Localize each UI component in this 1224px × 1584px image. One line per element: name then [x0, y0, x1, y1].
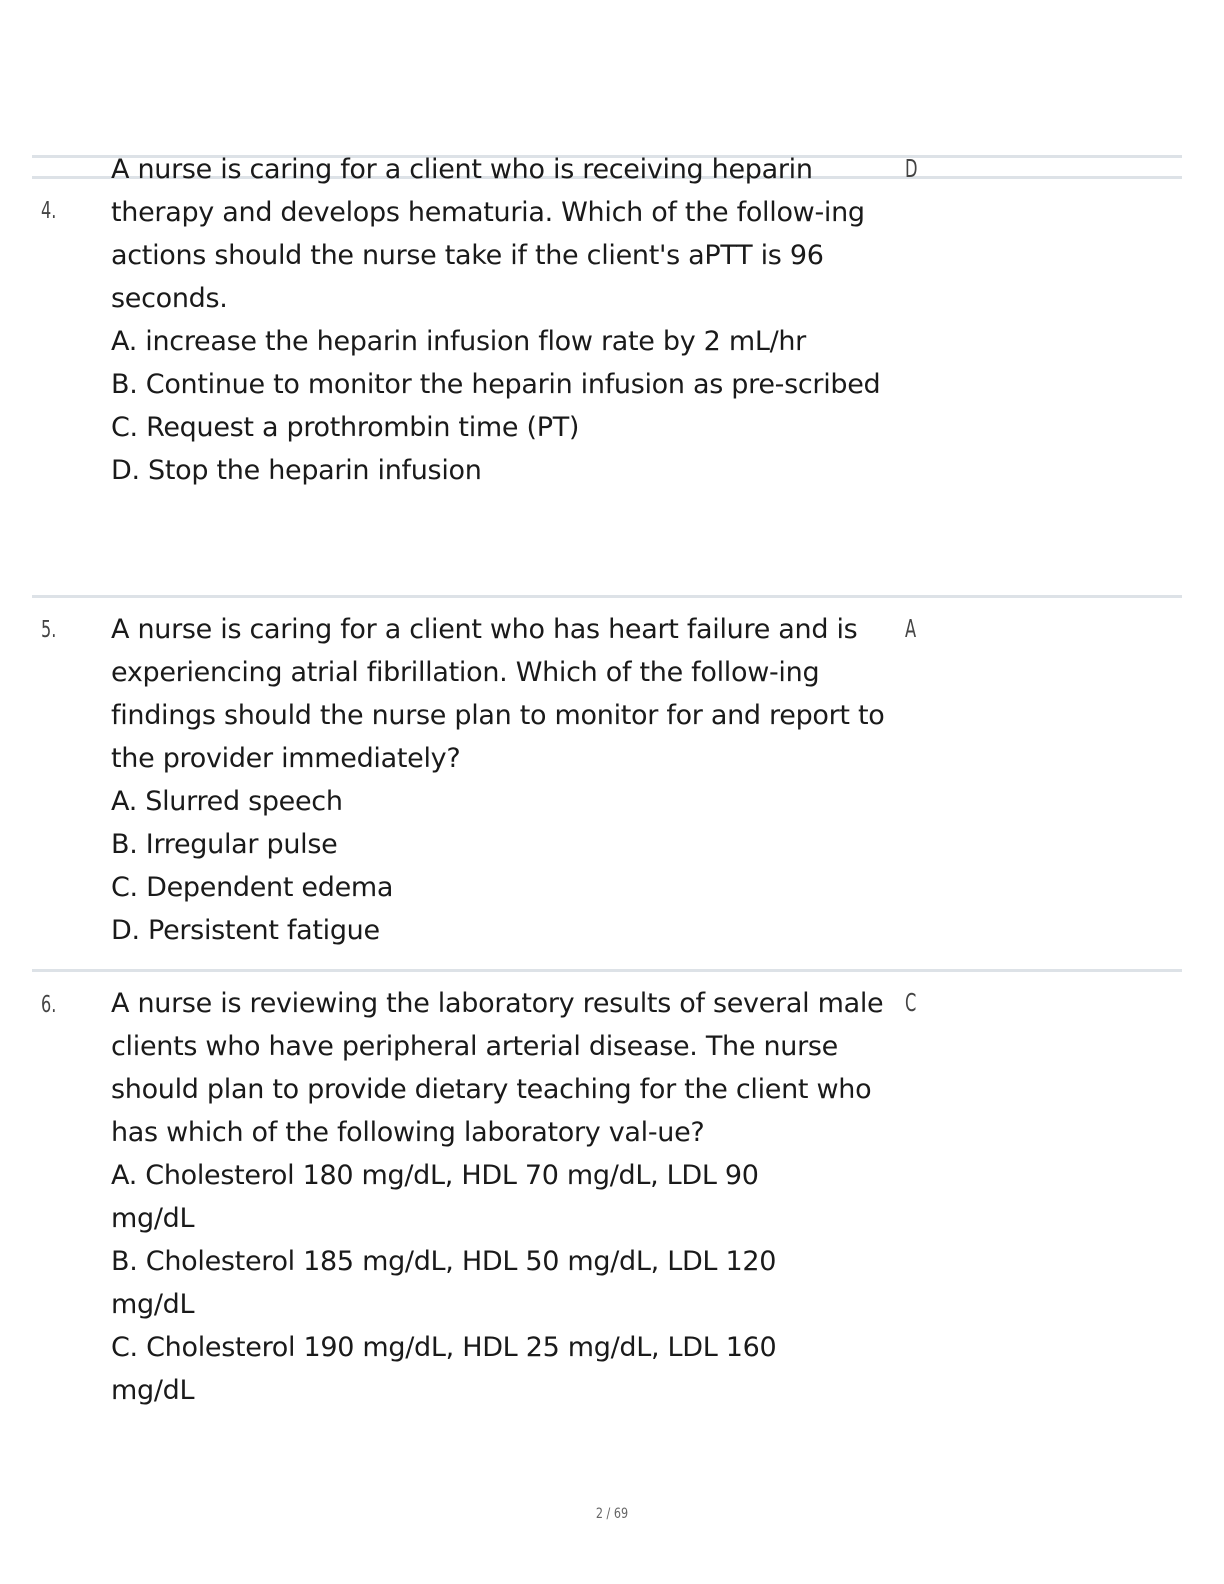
answer-option: C. Dependent edema [111, 872, 394, 903]
question-body [111, 982, 901, 1412]
answer-option: A. Slurred speech [111, 786, 343, 817]
question-stem: A nurse is reviewing the laboratory results of several male clients who have peripheral arterial disease. The nurse should plan to provide dietary teaching for the client who has which of the following laboratory val-ue? [111, 988, 884, 1148]
answer-key: A [905, 614, 917, 643]
question-number: 4. [41, 198, 57, 224]
question-number: 6. [41, 992, 57, 1018]
answer-option: A. increase the heparin infusion flow rate by 2 mL/hr [111, 326, 806, 357]
answer-key: D [905, 154, 918, 183]
answer-option: C. Cholesterol 190 mg/dL, HDL 25 mg/dL, LDL 160 mg/dL [111, 1332, 777, 1406]
question-divider [32, 969, 1182, 972]
page-indicator: 2 / 69 [595, 1506, 629, 1522]
answer-option: D. Persistent fatigue [111, 915, 380, 946]
answer-option: B. Cholesterol 185 mg/dL, HDL 50 mg/dL, LDL 120 mg/dL [111, 1246, 777, 1320]
question-body [111, 148, 901, 492]
answer-option: C. Request a prothrombin time (PT) [111, 412, 580, 443]
question-stem: A nurse is caring for a client who has heart failure and is experiencing atrial fibrillation. Which of the follow-ing findings should the nurse plan to monitor for and report to the provider immediately? [111, 614, 885, 774]
answer-key: C [905, 988, 917, 1017]
question-body [111, 608, 906, 952]
answer-option: D. Stop the heparin infusion [111, 455, 482, 486]
answer-option: B. Irregular pulse [111, 829, 338, 860]
question-number: 5. [41, 617, 57, 643]
answer-option: B. Continue to monitor the heparin infusion as pre-scribed [111, 369, 881, 400]
question-stem: A nurse is caring for a client who is receiving heparin therapy and develops hematuria. Which of the follow-ing actions should the nurse take if the client's aPTT is 96 seconds. [111, 154, 865, 314]
answer-option: A. Cholesterol 180 mg/dL, HDL 70 mg/dL, LDL 90 mg/dL [111, 1160, 759, 1234]
question-divider [32, 595, 1182, 598]
